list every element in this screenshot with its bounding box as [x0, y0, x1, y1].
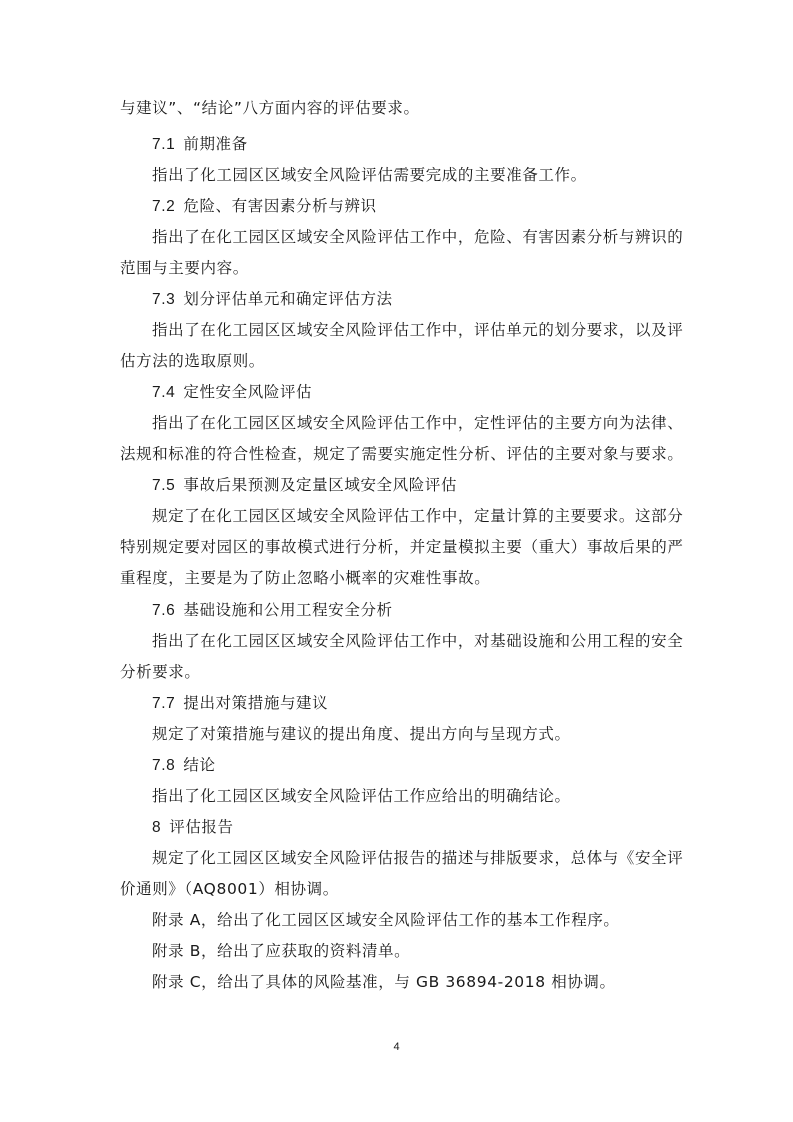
- paragraph-line: 指出了化工园区区域安全风险评估需要完成的主要准备工作。: [152, 166, 587, 184]
- section-title: 定性安全风险评估: [183, 383, 313, 401]
- appendix-a-line: 附录 A，给出了化工园区区域安全风险评估工作的基本工作程序。: [152, 911, 620, 929]
- paragraph-line: 指出了化工园区区域安全风险评估工作应给出的明确结论。: [152, 787, 571, 805]
- paragraph-line: 指出了在化工园区区域安全风险评估工作中，对基础设施和公用工程的安全: [152, 632, 684, 650]
- section-number: 7.1: [152, 136, 176, 153]
- paragraph-line: 范围与主要内容。: [120, 259, 249, 277]
- page-number: 4: [393, 1041, 400, 1053]
- paragraph-continuation: 与建议”、“结论”八方面内容的评估要求。: [120, 99, 420, 117]
- section-number: 7.6: [152, 602, 176, 619]
- section-heading-7-3: [152, 287, 393, 312]
- section-title: 前期准备: [183, 135, 248, 153]
- section-heading-7-5: [152, 473, 457, 498]
- section-number: 7.7: [152, 695, 176, 712]
- section-heading-7-4: [152, 380, 312, 405]
- section-heading-7-7: [152, 691, 328, 716]
- paragraph-line: 规定了化工园区区域安全风险评估报告的描述与排版要求，总体与《安全评: [152, 849, 684, 867]
- paragraph-line: 特别规定要对园区的事故模式进行分析，并定量模拟主要（重大）事故后果的严: [120, 538, 684, 556]
- appendix-c-line: 附录 C，给出了具体的风险基准，与 GB 36894-2018 相协调。: [152, 973, 616, 991]
- section-title: 危险、有害因素分析与辨识: [183, 197, 377, 215]
- section-number: 7.4: [152, 384, 176, 401]
- section-heading-7-1: [152, 132, 248, 157]
- paragraph-line: 规定了对策措施与建议的提出角度、提出方向与呈现方式。: [152, 725, 571, 743]
- paragraph-line: 价通则》（AQ8001）相协调。: [120, 880, 339, 898]
- section-title: 结论: [183, 756, 216, 774]
- section-title: 提出对策措施与建议: [183, 694, 329, 712]
- section-title: 划分评估单元和确定评估方法: [183, 290, 393, 308]
- section-number: 8: [152, 819, 162, 836]
- section-number: 7.8: [152, 757, 176, 774]
- section-title: 评估报告: [169, 818, 234, 836]
- section-number: 7.5: [152, 477, 176, 494]
- section-heading-7-2: [152, 194, 377, 219]
- section-heading-7-8: [152, 753, 216, 778]
- section-heading-8: [152, 815, 234, 840]
- paragraph-line: 指出了在化工园区区域安全风险评估工作中，危险、有害因素分析与辨识的: [152, 228, 684, 246]
- section-title: 基础设施和公用工程安全分析: [183, 601, 393, 619]
- appendix-b-line: 附录 B，给出了应获取的资料清单。: [152, 942, 411, 960]
- paragraph-line: 指出了在化工园区区域安全风险评估工作中，定性评估的主要方向为法律、: [152, 414, 684, 432]
- paragraph-line: 法规和标准的符合性检查，规定了需要实施定性分析、评估的主要对象与要求。: [120, 445, 684, 463]
- section-number: 7.2: [152, 198, 176, 215]
- paragraph-line: 估方法的选取原则。: [120, 352, 265, 370]
- section-title: 事故后果预测及定量区域安全风险评估: [183, 476, 458, 494]
- section-number: 7.3: [152, 291, 176, 308]
- paragraph-line: 重程度，主要是为了防止忽略小概率的灾难性事故。: [120, 569, 491, 587]
- paragraph-line: 指出了在化工园区区域安全风险评估工作中，评估单元的划分要求，以及评: [152, 321, 684, 339]
- paragraph-line: 规定了在化工园区区域安全风险评估工作中，定量计算的主要要求。这部分: [152, 507, 684, 525]
- paragraph-line: 分析要求。: [120, 663, 201, 681]
- section-heading-7-6: [152, 598, 393, 623]
